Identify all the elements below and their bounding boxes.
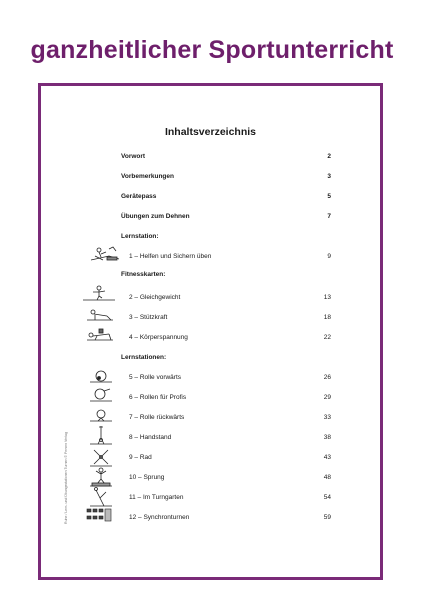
- toc-entry-page: 3: [327, 173, 331, 180]
- toc-entry-page: 59: [323, 514, 331, 521]
- gym-garden-illustration: [88, 486, 114, 508]
- toc-entry-station-10: [121, 474, 331, 486]
- backward-roll-illustration: [88, 406, 114, 424]
- toc-entry-station-1: [121, 253, 331, 265]
- copyright-note: [61, 406, 69, 556]
- toc-entry-page: 48: [323, 474, 331, 481]
- toc-entry-label: 10 – Sprung: [129, 474, 165, 481]
- toc-entry-page: 22: [323, 334, 331, 341]
- toc-entry-page: 7: [327, 213, 331, 220]
- support-strength-illustration: [85, 306, 115, 324]
- section-heading-lernstation: Lernstation:: [121, 233, 159, 240]
- toc-entry-label: Gerätepass: [121, 193, 157, 200]
- content-frame: [38, 83, 383, 580]
- forward-roll-illustration: [88, 367, 114, 385]
- toc-entry-label: 12 – Synchronturnen: [129, 514, 190, 521]
- toc-entry-station-7: [121, 414, 331, 426]
- toc-entry-vorwort: [121, 153, 331, 165]
- toc-entry-label: 9 – Rad: [129, 454, 152, 461]
- toc-entry-page: 33: [323, 414, 331, 421]
- toc-entry-page: 13: [323, 294, 331, 301]
- cartwheel-illustration: [88, 446, 114, 468]
- toc-entry-label: 11 – Im Turngarten: [129, 494, 184, 501]
- toc-entry-page: 2: [327, 153, 331, 160]
- toc-entry-station-8: [121, 434, 331, 446]
- jump-illustration: [88, 466, 114, 488]
- toc-entry-page: 54: [323, 494, 331, 501]
- toc-entry-label: 6 – Rollen für Profis: [129, 394, 187, 401]
- helper-exercise-illustration: [89, 244, 121, 264]
- toc-entry-page: 9: [327, 253, 331, 260]
- toc-entry-station-4: [121, 334, 331, 346]
- toc-entry-station-5: [121, 374, 331, 386]
- toc-title: Inhaltsverzeichnis: [164, 126, 257, 138]
- synchro-gymnastics-illustration: [85, 506, 115, 524]
- toc-entry-station-12: [121, 514, 331, 526]
- toc-entry-label: 4 – Körperspannung: [129, 334, 188, 341]
- handstand-illustration: [88, 424, 114, 446]
- toc-entry-vorbemerkungen: [121, 173, 331, 185]
- body-tension-illustration: [85, 326, 115, 344]
- toc-entry-label: Vorbemerkungen: [121, 173, 174, 180]
- toc-entry-page: 29: [323, 394, 331, 401]
- section-heading-fitnesskarten: Fitnesskarten:: [121, 271, 166, 278]
- toc-entry-label: 8 – Handstand: [129, 434, 172, 441]
- toc-entry-label: 2 – Gleichgewicht: [129, 294, 181, 301]
- toc-entry-station-3: [121, 314, 331, 326]
- balance-illustration: [81, 284, 117, 304]
- toc-entry-station-6: [121, 394, 331, 406]
- toc-entry-page: 26: [323, 374, 331, 381]
- toc-entry-label: Übungen zum Dehnen: [121, 213, 190, 220]
- toc-entry-dehnen: [121, 213, 331, 225]
- toc-entry-label: 1 – Helfen und Sichern üben: [129, 253, 212, 260]
- pro-rolls-illustration: [88, 386, 114, 404]
- section-heading-lernstationen: Lernstationen:: [121, 354, 167, 361]
- toc-entry-label: 7 – Rolle rückwärts: [129, 414, 185, 421]
- toc-entry-station-11: [121, 494, 331, 506]
- toc-entry-page: 18: [323, 314, 331, 321]
- toc-entry-page: 43: [323, 454, 331, 461]
- toc-entry-geraetepass: [121, 193, 331, 205]
- document-title: ganzheitlicher Sportunterricht: [30, 36, 394, 64]
- toc-entry-station-9: [121, 454, 331, 466]
- toc-entry-page: 38: [323, 434, 331, 441]
- toc-entry-label: 3 – Stützkraft: [129, 314, 168, 321]
- toc-entry-label: Vorwort: [121, 153, 146, 160]
- copyright-note-text: Ruhe / Lern- und Übungsstationen Turnen © Persen Verlag: [64, 432, 68, 524]
- toc-entry-station-2: [121, 294, 331, 306]
- toc-entry-page: 5: [327, 193, 331, 200]
- toc-entry-label: 5 – Rolle vorwärts: [129, 374, 182, 381]
